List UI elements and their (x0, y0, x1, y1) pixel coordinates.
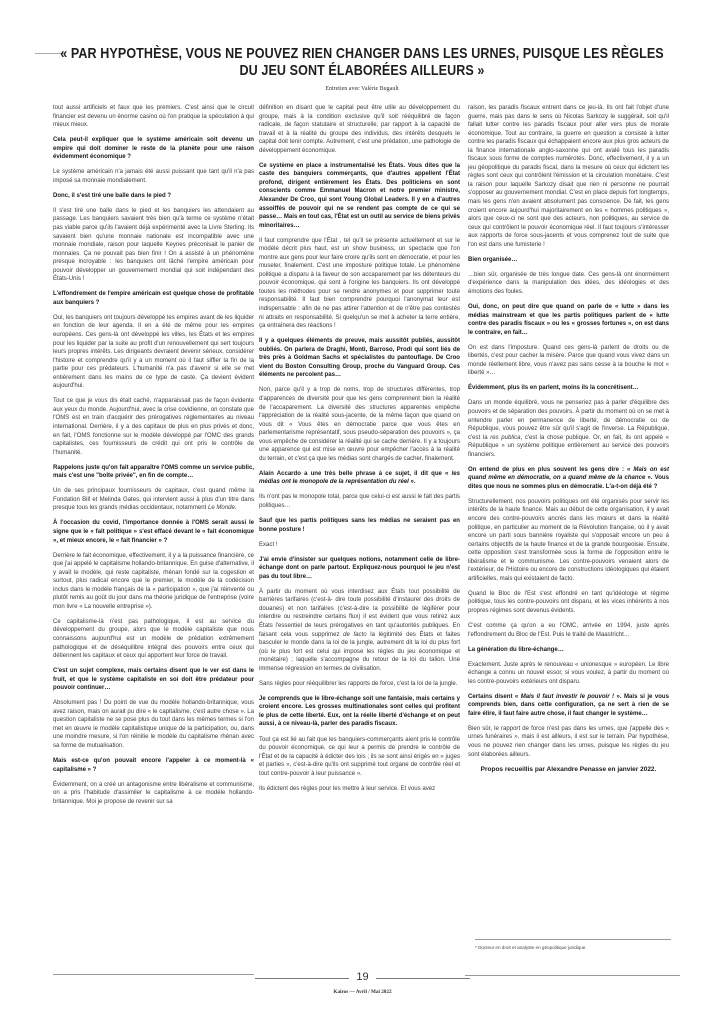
italic-text: les médias ont le monopole de la représentation du réel (259, 470, 460, 486)
title-line-2: DU JEU SONT ÉLABORÉES AILLEURS » (239, 63, 485, 79)
text-run: Quand le Bloc de l'Est s'est effondré en tant qu'idéologie et régime politique, tous les contre-pouvoirs ont disparu, et les vices inhérents à nos propres régimes sont devenus évidents. (468, 590, 669, 614)
text-run: Il s'est tiré une balle dans le pied et les banquiers les attendaient au passage. Les banquiers savaient très bien qu'à terme ce système n'était pas viable parce qu'ils l'avaient déjà expérimenté avec la Livre Sterling. Ils savaient bien qu'une monnaie nationale est incompatible avec une monnaie mondiale, raison pour laquelle Keynes préconisait le panier de monnaies. Ça ne pouvait pas bien finir ! On a assisté à un phénomène presque incroyable : les banquiers ont lâché l'empire américain pour pouvoir développer un gouvernement mondial qui soit indépendant des États-Unis ! (53, 207, 254, 283)
interview-answer (53, 781, 254, 807)
interview-answer (53, 207, 254, 284)
text-run: On entend de plus en plus souvent les gens dire : « (468, 466, 634, 473)
italic-text: Le Monde (207, 505, 235, 512)
page-number-rule-right (376, 978, 470, 979)
text-run: ». Vous dites que nous ne sommes plus en démocratie. L'a-t-on déjà été ? (468, 475, 669, 490)
interview-question (468, 693, 669, 719)
text-run: Exact ! (259, 541, 278, 548)
text-run: Exactement. Juste après le renouveau « unionesque » européen. Le libre échange a connu un nouvel essor, si vous voulez, à partir du moment où les contre-pouvoirs extérieurs ont disparu. (468, 661, 669, 685)
text-run: Un de ses principaux fournisseurs de capitaux, c'est quand même la Fondation Bill et Melinda Gates, qui intervient aussi à plus d'un titre dans presque tous les grands médias occidentaux, notamment (53, 488, 254, 512)
text-run: Ce système en place a instrumentalisé les États. Vous dites que la caste des banquiers commerçants, que d'autres appellent l'État profond, dirigent entièrement les États. Des politiciens en sont conscients comme Emmanuel Macron et notre premier ministre, Alexander De Croo, qui sont Young Global Leaders. Il y en a d'autres assoiffés de pouvoir qui ne se rendent pas compte de ce qui se passe… Mais en tout cas, l'État est un outil au service de biens privés minoritaires… (259, 162, 460, 229)
interview-question (259, 162, 460, 230)
interview-answer (468, 399, 669, 459)
text-run: Oui, donc, on peut dire que quand on parle de « lutte » dans les médias mainstream et que les partis politiques parlent de « lutte contre des paradis fiscaux » ou les « grosses fortunes », on est dans le contraire, en fait… (468, 303, 669, 336)
interview-question (259, 470, 460, 487)
text-run: C'est comme ça qu'on a eu l'OMC, arrivée en 1994, juste après l'effondrement du Bloc de l'Est. Puis le traité de Maastricht… (468, 622, 669, 638)
footnote: * Docteur en droit et analyste en géopolitique juridique. (475, 945, 587, 950)
italic-text: de facto (343, 631, 367, 638)
text-run: Évidemment, on a créé un antagonisme entre libéralisme et communisme, on a pris l'habitude d'assimiler le capitalisme à ce modèle hollando-britannique. Moi je propose de revenir sur sa (53, 781, 254, 805)
interview-answer (468, 344, 669, 378)
text-run: définition en disant que le capital peut être utile au développement du groupe, mais à la condition exclusive qu'il soit rééquilibré de façon radicale, de façon statutaire et structurelle, par rapport à la capacité de travail et à la réalité du groupe des individus, des intérêts desquels le capital doit tenir compte. Autrement, c'est une prédation, une pathologie de développement économique. (259, 105, 460, 154)
interview-answer (259, 680, 460, 689)
text-run: Absolument pas ! Du point de vue du modèle hollando-britannique, vous avez raison, mais on aurait pu dire « le capitalisme, c'est autre chose ». La question capitaliste ne se pose plus du tout dans les mêmes termes si l'on met en œuvre le modèle capitalistique unique de la participation, ou, dans une moindre mesure, si l'on réinitie le modèle du capitalisme rhénan avec sa forme de mutualisation. (53, 700, 254, 749)
article-subtitle: Entretien avec Valérie Bugault (325, 86, 399, 92)
text-run: Bien sûr, le rapport de force n'est pas dans les urnes, que j'appelle des « urnes funéraires », mais il est ailleurs, il est sur le terrain. Par hypothèse, vous ne pouvez rien changer dans les urnes, puisque les règles du jeu sont élaborées ailleurs. (468, 725, 669, 758)
interview-answer (259, 588, 460, 673)
text-run: Le système américain n'a jamais été aussi puissant que tant qu'il n'a pas imposé sa monnaie mondialement. (53, 169, 254, 184)
interview-question (468, 384, 669, 393)
text-run: Tout ce que je vous dis était caché, n'apparaissait pas de façon évidente aux yeux du monde. Aujourd'hui, avec la crise covidienne, on constate que l'OMS est en train d'acquérir des prérogatives réglementaires au niveau international. Derrière, il y a des capitaux de plus en plus privés et donc, en fait, l'OMS fonctionne sur le modèle développé par l'OMC des grands capitalistes, ces fournisseurs de crédit qui ont pris le contrôle de l'humanité. (53, 398, 254, 456)
interview-answer (259, 785, 460, 794)
interview-question (53, 192, 254, 201)
text-run: Certains disent « (468, 693, 521, 700)
interview-question (468, 303, 669, 337)
text-run: Oui, les banquiers ont toujours développé les empires avant de les liquider en fonction de leur agenda. Il en a été de même pour les empires européens. Ces gens-là ont développé les villes, les États et les empires pour les liquider par la suite au profit d'un renouvellement qui sert toujours leurs propres intérêts. Les dirigeants devraient devenir sérieux, considérer l'histoire et comprendre qu'il y a un moment où il faut siffler la fin de la partie pour ces prédateurs. L'humanité n'a pas d'avenir si elle se met entièrement dans les mains de ce type de caste. Ça devient évident aujourd'hui. (53, 314, 254, 390)
interview-answer (53, 487, 254, 513)
text-run: Structurellement, nos pouvoirs politiques ont été organisés pour servir les intérêts de la haute finance. Mais au début de cette organisation, il y avait encore des contre-pouvoirs ancrés dans les mœurs et dans la réalité politique, en particulier au moment de la Révolution française, où il y avait encore un parti sous bannière royaliste qui s'opposait encore un peu à certains objectifs de la haute finance et de la grande bourgeoisie. Ensuite, cette opposition s'est transformée sous la forme de l'opposition entre le libéralisme et le communisme. Les contre-pouvoirs venaient alors de l'extérieur, de l'Histoire ou encore de constructions idéologiques qui étaient artificielles, mais qui existaient de facto. (468, 498, 669, 582)
text-run: Ils édictent des règles pour les mettre à leur service. Et vous avez (259, 785, 436, 792)
article-title (0, 46, 724, 80)
interview-answer (53, 397, 254, 457)
text-run: Il faut comprendre que l'État , tel qu'il se présente actuellement et sur le modèle décrit plus haut, est un show business, un spectacle que l'on montre aux gens pour leur faire croire qu'ils sont en démocratie, et pour les museler, finalement. C'est une imposture politique totale. Le phénomène politique a disparu à la faveur de son accaparement par les détenteurs du pouvoir économique, qui sont à l'origine les banquiers. Ils ont développé toutes les méthodes pour se rendre anonymes et pour supprimer toute responsabilité. Il faut bien comprendre pourquoi l'anonymat leur est indispensable : afin de ne pas attirer l'attention et de n'être pas contestés ni attraits en responsabilité. Si quelqu'un se met à acheter la terre entière, ça entraînera des réactions ! (259, 237, 460, 330)
interview-question (53, 290, 254, 307)
text-run: . (234, 505, 237, 512)
interview-question (53, 136, 254, 162)
footnote-divider (475, 939, 671, 940)
text-run: Bien organisée… (468, 256, 518, 263)
interview-answer (259, 541, 460, 550)
interview-answer (259, 736, 460, 779)
interview-question (259, 695, 460, 729)
text-run: J'ai envie d'insister sur quelques notions, notamment celle de libre-échange dont on parle partout. Expliquez-nous pourquoi le jeu n'est pas du tout libre… (259, 556, 460, 580)
text-run: Je comprends que le libre-échange soit une fantaisie, mais certains y croient encore. Les grosses multinationales sont celles qui profitent le plus de cette liberté. Eux, ont la réelle liberté d'échange et on peut aussi, à ce niveau-là, parler des paradis fiscaux. (259, 695, 460, 728)
text-column-1 (53, 104, 254, 813)
interview-answer (53, 699, 254, 750)
text-run: Alain Accardo a une très belle phrase à ce sujet, il dit que « (259, 470, 452, 477)
text-column-3 (468, 104, 669, 781)
text-run: , c'est la chose publique. Or, en fait, ils ont appelé « République » un système politique entièrement au service des pouvoirs financiers. (468, 434, 670, 458)
text-run: La génération du libre-échange… (468, 646, 564, 653)
text-run: Tout ça est lié au fait que les banquiers-commerçants aient pris le contrôle du pouvoir économique, ce qui leur a permis de prendre le contrôle de l'État et de la capacité à édicter des lois ; ils se sont ainsi érigés en « juges et parties », c'est-à-dire qu'ils ont supprimé tout organe de contrôle réel et tout contre-pouvoir à leur puissance ». (259, 736, 460, 777)
column-1-bottom-divider (53, 974, 254, 975)
text-run: la légitimité des États et faites basculer le monde dans la loi de la jungle, autrement dit la loi du plus fort (où le plus fort est celui qui impose les règles du jeu économique et monétaire) ; laquelle s'accompagne du retour de la loi du talion. Une immense régression en termes de civilisation. (259, 631, 461, 672)
interview-question (259, 337, 460, 380)
interview-question (259, 556, 460, 582)
text-run: Ce capitalisme-là n'est pas pathologique, il est au service du développement du groupe, alors que le modèle capitaliste que nous connaissons aujourd'hui est un modèle de prédation extrêmement pathologique et de déséquilibre intégral des pouvoirs entre ceux qui détiennent les capitaux et ceux qui apportent leur force de travail. (53, 618, 254, 660)
text-run: C'est un sujet complexe, mais certains disent que le ver est dans le fruit, et que le système capitaliste en soi doit être prédateur pour pouvoir continuer… (53, 668, 254, 692)
interview-answer (53, 168, 254, 185)
interview-answer (468, 622, 669, 639)
text-run: Non, parce qu'il y a trop de noms, trop de structures différentes, trop d'apparences de diversité pour que les gens comprennent bien la réalité de l'accaparement. La diversité des structures apparentes empêche l'appréciation de la réalité sous-jacente, de la même façon que quand on vous dit « Vous êtes en démocratie parce que vous êtes en parlementarisme représentatif, sous pseudo-séparation des pouvoirs », ça vous empêche de considérer la réalité qui se cache derrière. Il y a toujours une apparence qui est mise en œuvre pour empêcher l'accès à la réalité du terrain, et c'est ça que les médias sont chargés de cacher, finalement. (259, 387, 460, 462)
interview-question (53, 464, 254, 481)
text-run: Rappelons juste qu'on fait apparaître l'OMS comme un service public, mais c'est une "boîte privée", en fin de compte… (53, 464, 254, 480)
text-run: À l'occasion du covid, l'importance donnée à l'OMS serait aussi le signe que le « fait politique » s'est effacé devant le « fait économique », et mieux encore, le « fait financier » ? (53, 520, 254, 544)
text-run: …bien sûr, organisée de très longue date. Ces gens-là ont énormément d'expérience dans la manipulation des idées, des idéologies et des émotions des foules. (468, 271, 669, 295)
interview-question (53, 519, 254, 545)
text-run: Donc, il s'est tiré une balle dans le pied ? (53, 192, 172, 199)
italic-text: res publica (490, 434, 521, 441)
text-run: Derrière le fait économique, effectivement, il y a la puissance financière, ce que j'ai appelé le capitalisme hollando-britannique. En guise d'alternative, il y avait le modèle, qui reste capitaliste, rhénan fondé sur la cogestion et surtout, plus radical encore que le premier, le modèle de la codécision inclus dans le modèle français de la « participation », que j'ai réinventé ou plutôt remis au goût du jour dans ma théorie juridique de l'entreprise (voire mon livre « La nouvelle entreprise »). (53, 552, 254, 610)
text-run: tout aussi artificiels et faux que les premiers. C'est ainsi que le circuit financier est devenu un énorme casino où l'on pratique la spéculation à qui mieux mieux. (53, 105, 254, 129)
italic-text: Mais il faut investir le pouvoir ! (520, 693, 615, 700)
interview-answer (468, 725, 669, 759)
text-run: Évidemment, plus ils en parlent, moins ils la concrétisent… (468, 385, 639, 392)
interview-question (468, 646, 669, 655)
title-line-1: « PAR HYPOTHÈSE, VOUS NE POUVEZ RIEN CHANGER DANS LES URNES, PUISQUE LES RÈGLES (60, 46, 664, 62)
interview-answer (53, 552, 254, 612)
interview-question (468, 466, 669, 492)
text-run: Mais est-ce qu'on pouvait encore l'appeler à ce moment-là « capitalisme » ? (53, 758, 254, 773)
page-number: 19 (356, 971, 369, 983)
text-run: Ils n'ont pas le monopole total, parce que celui-ci est aussi le fait des partis politiques… (259, 494, 460, 509)
text-run: Sauf que les partis politiques sans les médias ne seraient pas en bonne posture ! (259, 518, 460, 533)
text-run: L'effondrement de l'empire américain est quelque chose de profitable aux banquiers ? (53, 291, 254, 306)
text-run: Propos recueillis par Alexandre Penasse en janvier 2022. (480, 765, 657, 773)
interview-answer (53, 618, 254, 661)
text-run: À partir du moment où vous interdisez aux États tout possibilité de barrières tarifaires (c'est-à- dire toute possibilité d'instaurer des droits de douanes) et non tarifaires (c'est-à-dire la possibilité de légiférer pour interdire ou restreindre certains flux) il est évident que vous retirez aux États l'essentiel de leurs prérogatives en tant qu'autorités publiques. En faisant cela vous supprimez (259, 588, 460, 638)
text-run: Sans règles pour rééquilibrer les rapports de force, c'est la loi de la jungle. (259, 680, 458, 687)
interview-answer (259, 237, 460, 331)
interview-answer (259, 104, 460, 155)
text-column-2 (259, 104, 460, 800)
text-run: Il y a quelques éléments de preuve, mais aussitôt publiés, aussitôt oubliés. On parlera de Draghi, Monti, Barroso, Prodi qui sont liés de très près à Goldman Sachs et spécialistes du pantouflage. De Croo vient du Boston Consulting Group, proche du Vanguard Group. Ces éléments ne percolent pas… (259, 338, 460, 379)
interview-answer (468, 104, 669, 249)
interview-question (53, 667, 254, 693)
text-run: Cela peut-il expliquer que le système américain soit devenu un empire qui doit dominer le reste de la planète pour une raison évidemment économique ? (53, 137, 254, 161)
text-run: Dans un monde équilibré, vous ne penseriez pas à parler d'équilibre des pouvoirs et de séparation des pouvoirs. À partir du moment où on se met à entendre parler en permanence de liberté, de démocratie ou de République, vous pouvez être sûr qu'il s'agit de l'inverse. La République, c'est la (468, 400, 669, 441)
interview-answer (259, 386, 460, 463)
interview-answer (468, 590, 669, 616)
italic-text: Mais on est quand même en démocratie, on a quand même de la chance (468, 466, 669, 482)
publication-footer: Kairos — Avril / Mai 2022 (333, 989, 392, 995)
interview-answer (259, 493, 460, 510)
interview-question (468, 256, 669, 265)
article-signature (468, 766, 669, 775)
text-run: On est dans l'imposture. Quand ces gens-là parlent de droits ou de libertés, c'est pour cacher la misère. Parce que quand vous vivez dans un monde réellement libre, vous n'avez pas sans cesse à la bouche le mot « liberté »… (468, 344, 669, 377)
interview-question (259, 517, 460, 534)
column-3-bottom-divider (465, 975, 680, 976)
interview-question (53, 757, 254, 774)
text-run: ». (408, 479, 416, 486)
interview-answer (53, 104, 254, 130)
interview-answer (53, 314, 254, 391)
text-run: raison, les paradis fiscaux entrent dans ce jeu-là. Ils ont fait l'objet d'une guerre, mais pas dans le sens où Nicolas Sarkozy le suggérait, soit qu'il fallait lutter contre les paradis fiscaux pour aller vers plus de morale économique. Tout au contraire, la guerre en question a consisté à lutter contre les paradis fiscaux qui échappaient encore aux plus gros acteurs de la finance internationale anglo-saxonne qui ont avalé tous les paradis fiscaux sous forme de comptes numérotés. Donc, effectivement, il y a un jeu géopolitique du paradis fiscal, dans la mesure où ceux qui édictent les règles sont ceux qui contrôlent l'émission et la circulation monétaire. C'est la raison pour laquelle Sarkozy disait que rien ni personne ne pourrait s'opposer au gouvernement mondial. C'est en place depuis fort longtemps, mais les gens n'en avaient absolument pas conscience. De fait, les gens croient encore aujourd'hui majoritairement en les « hommes politiques », alors que ceux-ci ne sont que des acteurs, non politiques, au service de ceux qui contrôlent le pouvoir économique réel. Il faut toujours s'intéresser aux rapports de force sous-jacents et vous comprenez tout de suite que l'on est dans une fumisterie ! (468, 105, 669, 248)
interview-answer (468, 498, 669, 583)
page-number-block (255, 972, 470, 986)
text-run: ». Mais si je vous comprends bien, dans cette configuration, ça ne sert à rien de se faire élire, il faut faire autre chose, il faut changer le système… (468, 693, 669, 717)
interview-answer (468, 661, 669, 687)
interview-answer (468, 271, 669, 297)
